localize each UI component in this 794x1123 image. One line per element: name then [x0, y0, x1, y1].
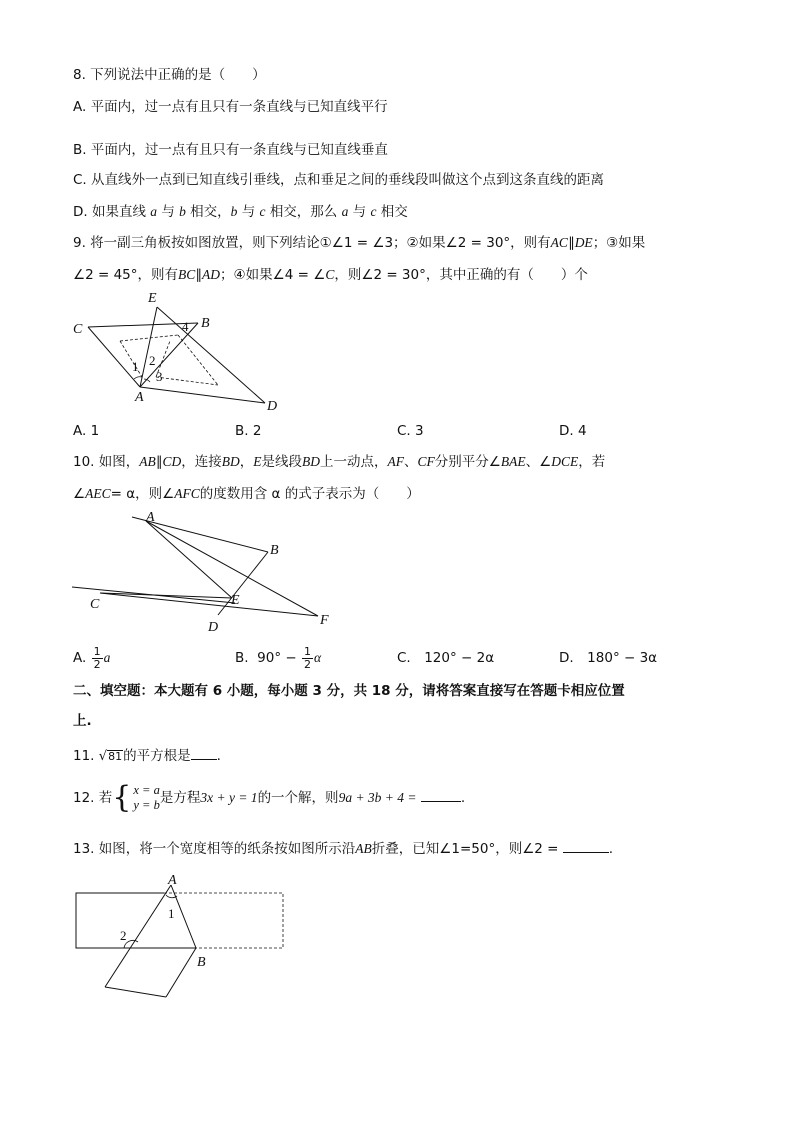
q8-stem: 8. 下列说法中正确的是（ ） — [73, 67, 266, 83]
q10-text: 的度数用含 α 的式子表示为（ ） — [199, 486, 420, 502]
q12-answer-blank[interactable] — [421, 787, 461, 802]
q9-label-a: A — [135, 390, 144, 405]
q10-math: ∥ — [155, 454, 163, 470]
q9-text: ；④如果∠4 = ∠ — [220, 267, 326, 283]
q11: 11. √81的平方根是 . — [73, 745, 221, 766]
q8-d-var: b — [179, 204, 186, 219]
q9-option-a: A. 1 — [73, 423, 100, 439]
fraction-denominator: 2 — [93, 657, 101, 671]
q12-text: . — [460, 790, 466, 806]
q10-opt-text: 90° − — [257, 650, 297, 666]
q9-angle-4: 4 — [182, 319, 189, 334]
q9-math: ∥ — [567, 235, 575, 251]
q10-text: ，连接 — [181, 454, 222, 470]
q13-angle-2: 2 — [120, 928, 127, 943]
q10-option-b — [235, 645, 321, 671]
q13-angle-1: 1 — [168, 906, 175, 921]
q13-stem — [73, 838, 613, 858]
q10-label-c: C — [90, 597, 100, 612]
fraction-numerator: 1 — [303, 644, 311, 658]
q8-d-text: 与 — [161, 204, 175, 220]
q11-radicand: 81 — [108, 750, 123, 763]
q13-math: AB — [355, 841, 372, 856]
left-brace-icon: { — [112, 780, 132, 815]
q10-text: ，若 — [578, 454, 606, 470]
sqrt-icon: √ — [98, 749, 108, 764]
q10-option-d: D. 180° − 3α — [559, 650, 658, 666]
q9-label-e: E — [148, 291, 157, 306]
q8-d-var: a — [341, 204, 349, 219]
q9-text: ；③如果 — [592, 235, 646, 251]
q13-text: . — [608, 841, 614, 857]
q9-text: ，则∠2 = 30°，其中正确的有（ ）个 — [334, 267, 588, 283]
q8-d-text: D. 如果直线 — [73, 204, 146, 220]
fraction-numerator: 1 — [93, 644, 101, 658]
q11-text: 的平方根是 — [123, 748, 191, 764]
q10-stem-line2 — [73, 485, 420, 503]
q10-option-a — [73, 645, 110, 671]
q10-math: CF — [417, 454, 435, 469]
q11-answer-blank[interactable] — [191, 745, 217, 760]
q9-label-c: C — [73, 322, 83, 337]
q10-math: AFC — [174, 486, 200, 501]
fraction-denominator: 2 — [303, 657, 311, 671]
q10-label-e: E — [231, 593, 240, 608]
q13-label-b: B — [197, 955, 206, 970]
q10-label-f: F — [320, 613, 329, 628]
q12-expression: 9a + 3b + 4 = — [338, 790, 417, 805]
q10-opt-var: α — [313, 650, 322, 665]
q9-math: BC — [178, 267, 196, 282]
q10-text: 分别平分∠ — [434, 454, 501, 470]
q10-opt-var: a — [103, 650, 111, 665]
q10-opt-b-fraction — [302, 646, 313, 671]
q12 — [73, 780, 465, 816]
q12-system-row: x = a — [133, 783, 160, 797]
q9-math: AD — [202, 267, 221, 282]
q8-d-text: 与 — [241, 204, 256, 220]
q12-system-row: y = b — [133, 798, 160, 812]
q10-math: AF — [387, 454, 405, 469]
section2-heading-line2: 上. — [73, 713, 92, 729]
q12-text: 12. 若 — [73, 790, 113, 806]
q10-text: = α，则∠ — [110, 486, 175, 502]
q10-text: ， — [239, 454, 254, 470]
q10-stem-line1 — [73, 453, 605, 471]
q11-number: 11. — [73, 748, 95, 764]
q10-text: 10. 如图， — [73, 454, 140, 470]
q8-option-b: B. 平面内，过一点有且只有一条直线与已知直线垂直 — [73, 142, 388, 158]
q13-answer-blank[interactable] — [563, 838, 609, 853]
q13-text: 13. 如图，将一个宽度相等的纸条按如图所示沿 — [73, 841, 356, 857]
q8-d-text: 相交， — [190, 204, 231, 220]
q10-math: BAE — [500, 454, 526, 469]
q10-math: BD — [302, 454, 321, 469]
q10-math: CD — [162, 454, 182, 469]
q9-angle-3: 3 — [156, 369, 163, 384]
q12-text: 的一个解，则 — [257, 790, 339, 806]
q9-math: DE — [574, 235, 593, 250]
q10-math: E — [253, 454, 262, 469]
q12-system — [112, 780, 160, 815]
q10-opt-a-fraction — [92, 646, 103, 671]
q9-stem-line2 — [73, 266, 588, 284]
q10-opt-label: B. — [235, 650, 249, 666]
q10-text: 、∠ — [525, 454, 552, 470]
section2-heading-line1: 二、填空题：本大题有 6 小题，每小题 3 分，共 18 分，请将答案直接写在答题卡相应位置 — [73, 683, 625, 699]
q10-text: 、 — [404, 454, 418, 470]
q9-label-b: B — [201, 316, 210, 331]
q8-option-c: C. 从直线外一点到已知直线引垂线，点和垂足之间的垂线段叫做这个点到这条直线的距离 — [73, 172, 605, 188]
q8-d-text: 相交，那么 — [269, 204, 338, 220]
q13-label-a: A — [168, 873, 177, 888]
q10-opt-label: A. — [73, 650, 87, 666]
q9-math: C — [325, 267, 335, 282]
q10-option-c: C. 120° − 2α — [397, 650, 495, 666]
q10-text: 是线段 — [261, 454, 303, 470]
q10-math: BD — [221, 454, 240, 469]
q13-folded-strip-figure — [70, 868, 300, 998]
q9-option-d: D. 4 — [559, 423, 587, 439]
q10-text: 上一动点， — [320, 454, 388, 470]
q9-angle-2: 2 — [149, 353, 156, 368]
q10-label-a: A — [146, 510, 155, 525]
q8-d-var: c — [370, 204, 377, 219]
q8-option-a: A. 平面内，过一点有且只有一条直线与已知直线平行 — [73, 99, 388, 115]
q8-d-var: c — [259, 204, 266, 219]
q8-d-text: 相交 — [380, 204, 408, 220]
q10-math: DCE — [551, 454, 579, 469]
q12-equation: 3x + y = 1 — [200, 790, 258, 805]
q9-label-d: D — [267, 399, 278, 414]
q8-option-d — [73, 203, 408, 221]
q9-stem-line1 — [73, 234, 645, 252]
q10-math: AB — [139, 454, 156, 469]
q9-text: ∠2 = 45°，则有 — [73, 267, 179, 283]
q10-math: AEC — [85, 486, 111, 501]
q9-option-b: B. 2 — [235, 423, 262, 439]
q10-label-d: D — [208, 620, 219, 635]
q9-math: AC — [550, 235, 568, 250]
q9-angle-1: 1 — [132, 359, 139, 374]
q13-text: 折叠，已知∠1=50°，则∠2 = — [371, 841, 559, 857]
q10-parallel-figure — [60, 505, 350, 640]
q8-d-text: 与 — [352, 204, 367, 220]
q9-option-c: C. 3 — [397, 423, 424, 439]
q10-text: ∠ — [73, 486, 86, 502]
q10-label-b: B — [270, 543, 279, 558]
q9-text: 9. 将一副三角板按如图放置，则下列结论①∠1 = ∠3；②如果∠2 = 30°，则有 — [73, 235, 551, 251]
q9-math: ∥ — [195, 267, 203, 283]
q12-text: 是方程 — [159, 790, 201, 806]
q8-d-var: b — [230, 204, 238, 219]
q8-d-var: a — [150, 204, 158, 219]
q9-triangle-figure — [60, 285, 300, 415]
